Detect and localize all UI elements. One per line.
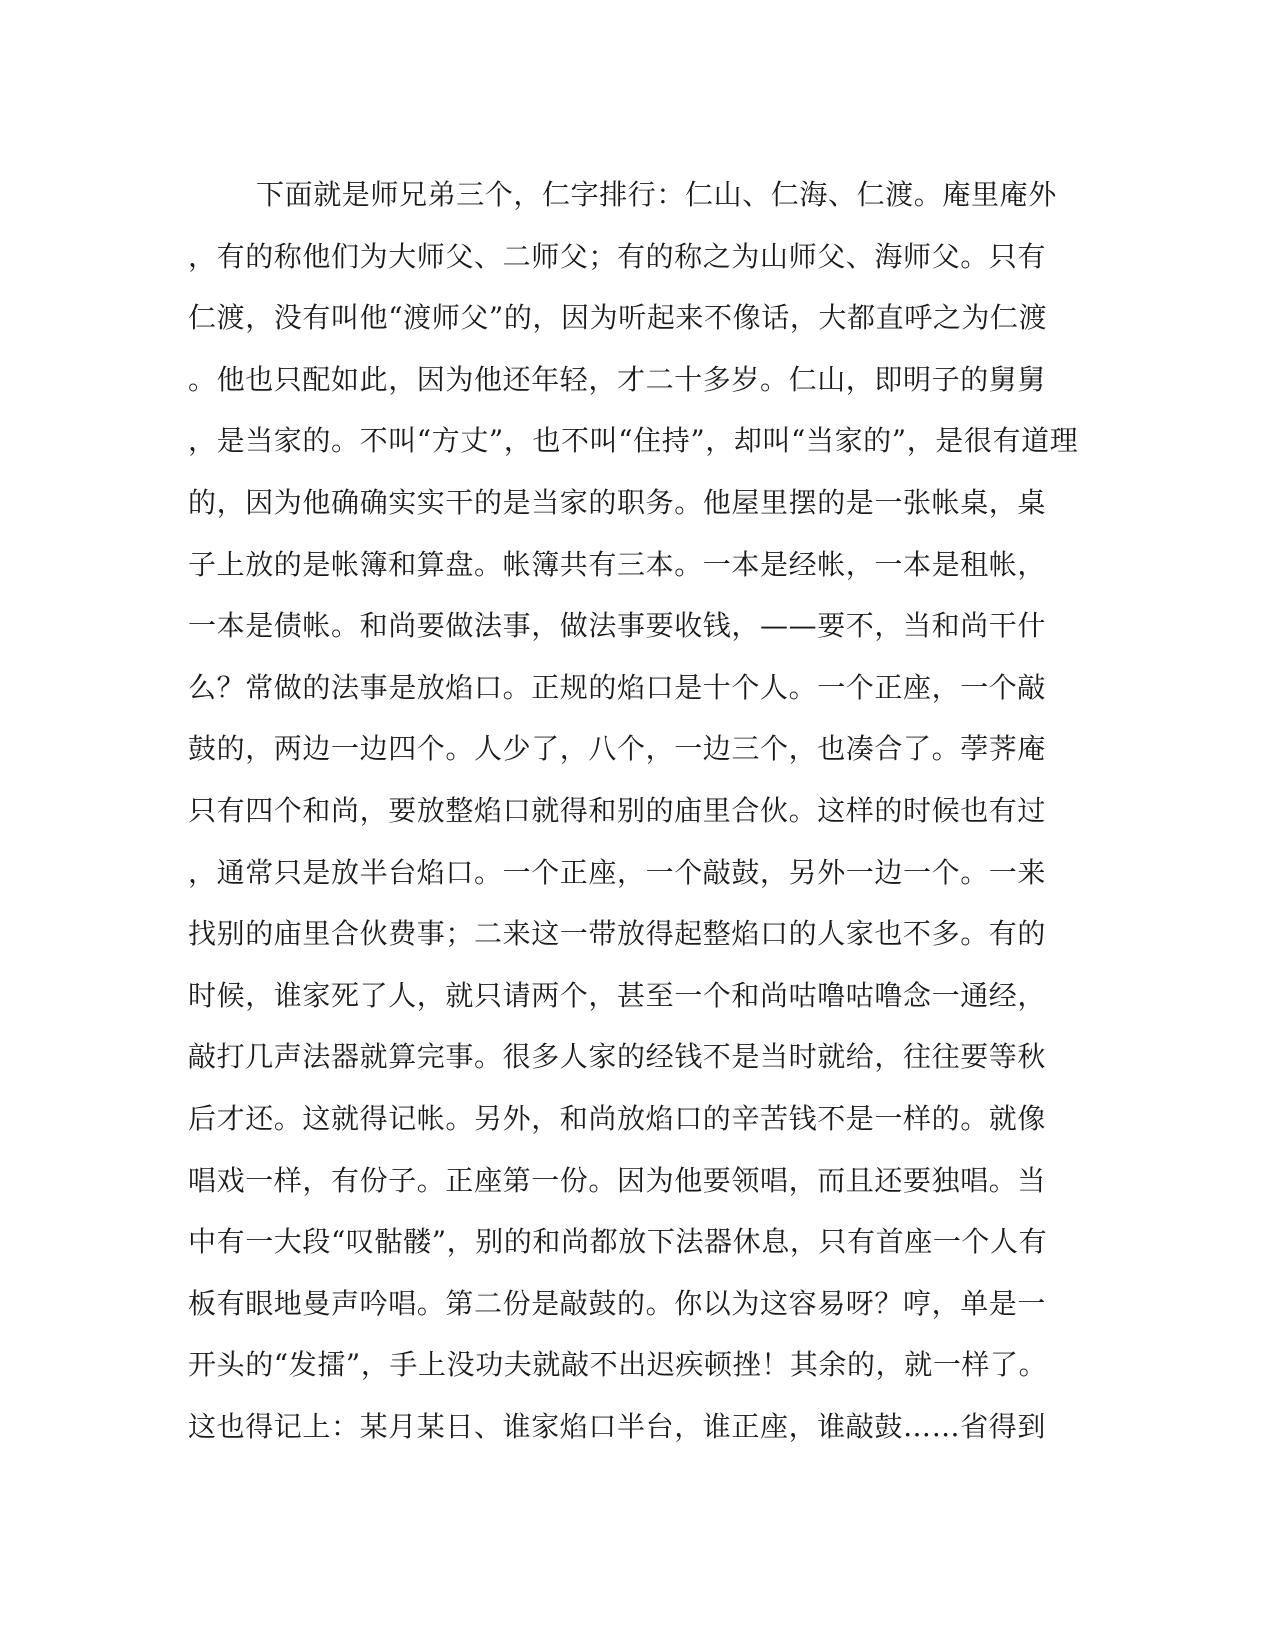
text-line: 下面就是师兄弟三个，仁字排行：仁山、仁海、仁渡。庵里庵外 [256, 178, 1057, 211]
text-line: ，是当家的。不叫“方丈”，也不叫“住持”，却叫“当家的”，是很有道理 [188, 424, 1079, 458]
text-line: ，通常只是放半台焰口。一个正座，一个敲鼓，另外一边一个。一来 [188, 855, 1047, 889]
text-line: ，有的称他们为大师父、二师父；有的称之为山师父、海师父。只有 [188, 239, 1047, 273]
text-line: 仁渡，没有叫他“渡师父”的，因为听起来不像话，大都直呼之为仁渡 [188, 301, 1048, 335]
text-line: 后才还。这就得记帐。另外，和尚放焰口的辛苦钱不是一样的。就像 [188, 1101, 1047, 1135]
text-line: 这也得记上：某月某日、谁家焰口半台，谁正座，谁敲鼓……省得到 [188, 1409, 1047, 1443]
text-line: 时候，谁家死了人，就只请两个，甚至一个和尚咕噜咕噜念一通经， [188, 978, 1047, 1012]
text-line: 鼓的，两边一边四个。人少了，八个，一边三个，也凑合了。荸荠庵 [188, 732, 1047, 766]
text-line: 子上放的是帐簿和算盘。帐簿共有三本。一本是经帐，一本是租帐， [188, 547, 1047, 581]
text-line: 一本是债帐。和尚要做法事，做法事要收钱，——要不，当和尚干什 [188, 609, 1047, 643]
text-line: 唱戏一样，有份子。正座第一份。因为他要领唱，而且还要独唱。当 [188, 1163, 1047, 1197]
text-line: 中有一大段“叹骷髅”，别的和尚都放下法器休息，只有首座一个人有 [188, 1225, 1048, 1259]
text-line: 开头的“发擂”，手上没功夫就敲不出迟疾顿挫！其余的，就一样了。 [188, 1348, 1048, 1382]
text-line: 找别的庙里合伙费事；二来这一带放得起整焰口的人家也不多。有的 [188, 917, 1047, 951]
text-line: 么？常做的法事是放焰口。正规的焰口是十个人。一个正座，一个敲 [188, 670, 1047, 704]
text-line: 敲打几声法器就算完事。很多人家的经钱不是当时就给，往往要等秋 [188, 1040, 1047, 1074]
text-line: 只有四个和尚，要放整焰口就得和别的庙里合伙。这样的时候也有过 [188, 793, 1047, 827]
body-text [188, 164, 1079, 1457]
text-line: 的，因为他确确实实干的是当家的职务。他屋里摆的是一张帐桌，桌 [188, 485, 1047, 519]
text-line: 。他也只配如此，因为他还年轻，才二十多岁。仁山，即明子的舅舅 [188, 362, 1047, 396]
text-line: 板有眼地曼声吟唱。第二份是敲鼓的。你以为这容易呀？哼，单是一 [188, 1286, 1047, 1320]
